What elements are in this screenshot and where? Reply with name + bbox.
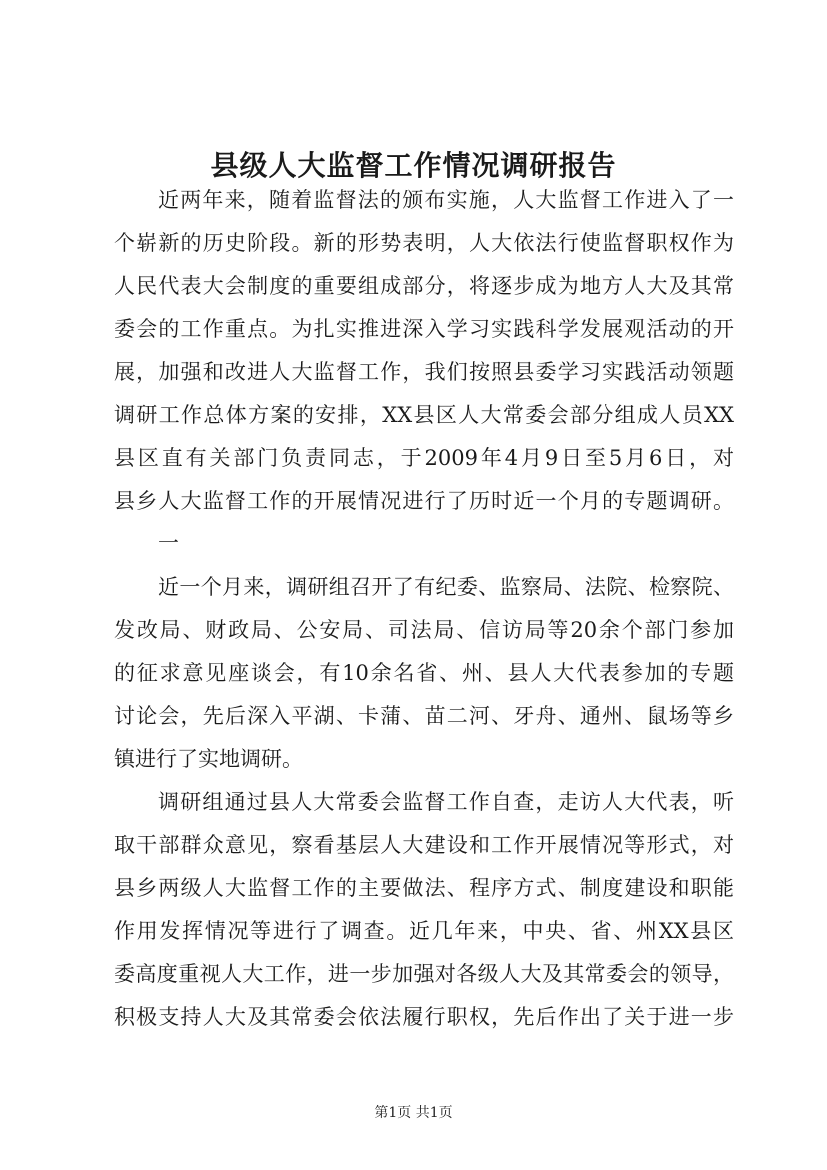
paragraph-3-line-2: 取干部群众意见，察看基层人大建设和工作开展情况等形式，对 — [114, 833, 734, 857]
paragraph-3-line-6: 积极支持人大及其常委会依法履行职权，先后作出了关于进一步 — [114, 1005, 734, 1029]
paragraph-1-line-4: 委会的工作重点。为扎实推进深入学习实践科学发展观活动的开 — [114, 317, 734, 341]
paragraph-1-line-2: 个崭新的历史阶段。新的形势表明，人大依法行使监督职权作为 — [114, 231, 734, 255]
paragraph-1-line-8: 县乡人大监督工作的开展情况进行了历时近一个月的专题调研。 — [114, 489, 734, 513]
paragraph-2-line-1: 近一个月来，调研组召开了有纪委、监察局、法院、检察院、 — [158, 575, 734, 599]
paragraph-2-line-3: 的征求意见座谈会，有10余名省、州、县人大代表参加的专题 — [114, 661, 734, 685]
paragraph-3-line-4: 作用发挥情况等进行了调查。近几年来，中央、省、州XX县区 — [114, 919, 734, 943]
paragraph-1-line-6: 调研工作总体方案的安排，XX县区人大常委会部分组成人员XX — [114, 403, 734, 427]
paragraph-1-line-1: 近两年来，随着监督法的颁布实施，人大监督工作进入了一 — [158, 188, 734, 212]
document-title: 县级人大监督工作情况调研报告 — [210, 149, 617, 182]
paragraph-1-line-7: 县区直有关部门负责同志，于2009年4月9日至5月6日，对 — [114, 446, 734, 470]
paragraph-1-line-3: 人民代表大会制度的重要组成部分，将逐步成为地方人大及其常 — [114, 274, 734, 298]
paragraph-2-line-5: 镇进行了实地调研。 — [114, 747, 303, 771]
paragraph-1-line-5: 展，加强和改进人大监督工作，我们按照县委学习实践活动领题 — [114, 360, 734, 384]
section-mark: 一 — [158, 531, 179, 555]
paragraph-3-line-5: 委高度重视人大工作，进一步加强对各级人大及其常委会的领导， — [114, 962, 734, 986]
paragraph-2-line-4: 讨论会，先后深入平湖、卡蒲、苗二河、牙舟、通州、鼠场等乡 — [114, 704, 734, 728]
paragraph-2-line-2: 发改局、财政局、公安局、司法局、信访局等20余个部门参加 — [114, 618, 734, 642]
paragraph-3-line-1: 调研组通过县人大常委会监督工作自查，走访人大代表，听 — [158, 790, 734, 814]
page-footer: 第1页 共1页 — [374, 1105, 453, 1121]
paragraph-3-line-3: 县乡两级人大监督工作的主要做法、程序方式、制度建设和职能 — [114, 876, 734, 900]
